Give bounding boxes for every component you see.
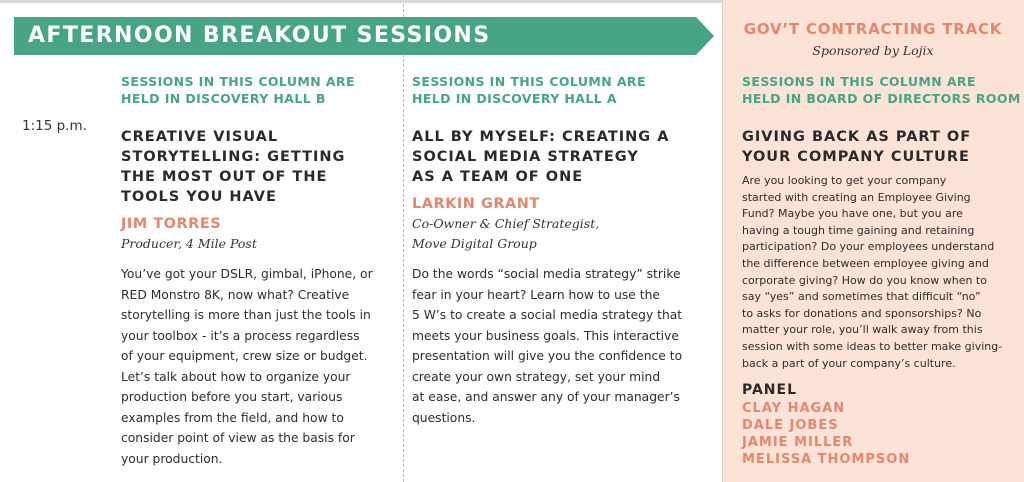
speaker-name: LARKIN GRANT [412,196,540,212]
column-divider [403,4,404,482]
session-description: Are you looking to get your company started with creating an Employee Giving Fund? Maybe you have one, but you are having a tough time gaining and retaining participation? Do your employees understand the difference between employee giving and corporate giving? How do you know when to say “yes” and sometimes that difficult “no” to asks for donations and sponsorships? No matter your role, you’ll walk away from this session with some ideas to better make giving- back a part of your company’s culture. [742,174,1003,370]
speaker-role: Producer, 4 Mile Post [121,236,257,251]
session-time: 1:15 p.m. [22,118,87,134]
session-title: CREATIVE VISUAL STORYTELLING: GETTING THE MOST OUT OF THE TOOLS YOU HAVE [121,129,346,205]
location-note: SESSIONS IN THIS COLUMN ARE HELD IN BOARD OF DIRECTORS ROOM [742,74,1021,106]
speaker-role: Co-Owner & Chief Strategist, Move Digital Group [412,216,600,251]
panelist: DALE JOBES [742,418,839,434]
panelist: JAMIE MILLER [742,435,854,451]
panelist-list [742,400,1022,468]
panelist: CLAY HAGAN [742,401,846,417]
session-description: You’ve got your DSLR, gimbal, iPhone, or RED Monstro 8K, now what? Creative storytelling is more than just the tools in your toolbox - it’s a process regardless of your equipment, crew size or budget. Let’s talk about how to organize your production before you start, various examples from the field, and how to consider point of view as the basis for your production. [121,267,373,466]
track-sponsor: Sponsored by Lojix [812,43,934,58]
session-title: GIVING BACK AS PART OF YOUR COMPANY CULTURE [742,129,972,165]
panel-heading: PANEL [742,382,798,399]
location-note: SESSIONS IN THIS COLUMN ARE HELD IN DISCOVERY HALL B [121,74,355,106]
panelist: MELISSA THOMPSON [742,452,911,468]
location-note: SESSIONS IN THIS COLUMN ARE HELD IN DISCOVERY HALL A [412,74,646,106]
session-column-2 [412,73,717,428]
sessions-banner [14,17,714,55]
session-title: ALL BY MYSELF: CREATING A SOCIAL MEDIA STRATEGY AS A TEAM OF ONE [412,129,670,185]
session-description: Do the words “social media strategy” strike fear in your heart? Learn how to use the 5 W’s to create a social media strategy that meets your business goals. This interactive presentation will give you the confidence to create your own strategy, set your mind at ease, and answer any of your manager’s questions. [412,267,683,425]
speaker-name: JIM TORRES [121,216,222,232]
session-column-1 [121,73,396,469]
track-title: GOV’T CONTRACTING TRACK [743,20,1003,38]
session-column-3 [742,73,1022,468]
banner-title: AFTERNOON BREAKOUT SESSIONS [28,23,491,48]
